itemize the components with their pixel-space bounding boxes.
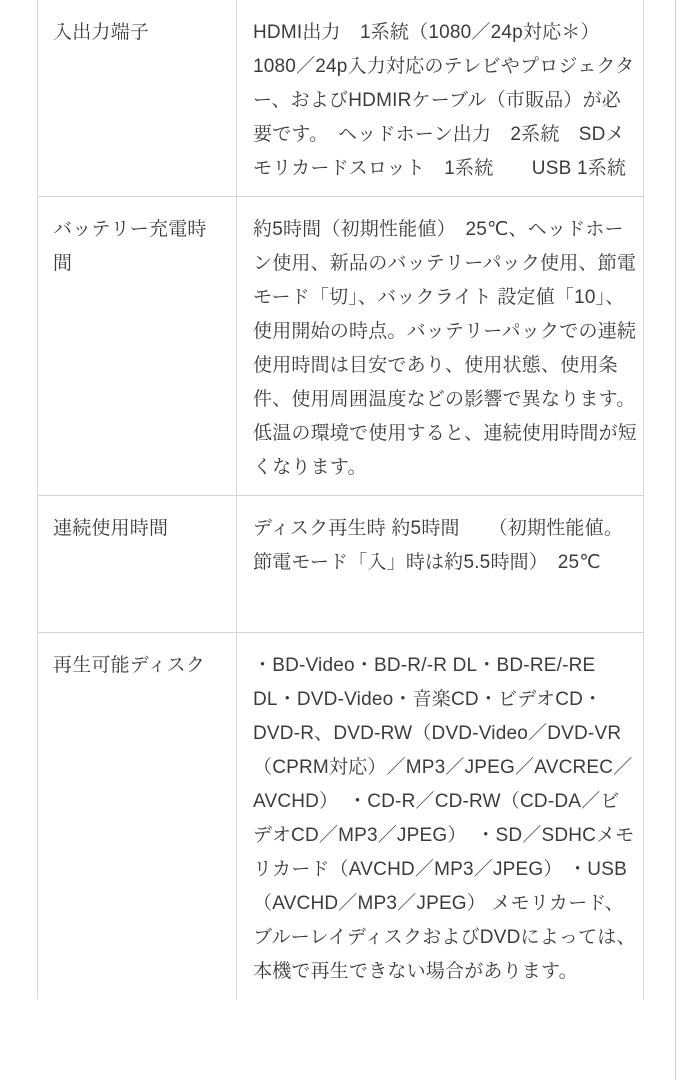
spec-label-battery-charge-time: バッテリー充電時間 xyxy=(38,197,237,495)
table-row xyxy=(38,632,643,999)
spec-value-continuous-use-time: ディスク再生時 約5時間 （初期性能値。節電モード「入」時は約5.5時間） 25℃ xyxy=(253,518,624,573)
page-edge-divider xyxy=(675,0,676,1080)
table-row xyxy=(38,495,643,632)
spec-label-playable-discs: 再生可能ディスク xyxy=(38,633,237,999)
spec-label-continuous-use-time: 連続使用時間 xyxy=(38,496,237,632)
table-row xyxy=(38,0,643,196)
table-row xyxy=(38,196,643,495)
spec-label-io-terminals: 入出力端子 xyxy=(38,0,237,196)
spec-value-io-terminals: HDMI出力 1系統（1080／24p対応＊）1080／24p入力対応のテレビやプロジェクター、およびHDMIRケーブル（市販品）が必要です。 ヘッドホーン出力 2系統 SDメモリカードスロット 1系統 USB 1系統 xyxy=(253,22,635,179)
spec-value-playable-discs: ・BD-Video・BD-R/-R DL・BD-RE/-RE DL・DVD-Video・音楽CD・ビデオCD・DVD-R、DVD-RW（DVD-Video／DVD-VR（CPRM対応）／MP3／JPEG／AVCREC／AVCHD） ・CD-R／CD-RW（CD-DA／ビデオCD／MP3／JPEG） ・SD／SDHCメモリカード（AVCHD／MP3／JPEG） ・USB（AVCHD／MP3／JPEG） メモリカード、ブルーレイディスクおよびDVDによっては、本機で再生できない場合があります。 xyxy=(253,655,636,982)
spec-value-battery-charge-time: 約5時間（初期性能値） 25℃、ヘッドホーン使用、新品のバッテリーパック使用、節電モード「切」、バックライト 設定値「10」、使用開始の時点。バッテリーパックでの連続使用時間は目安であり、使用状態、使用条件、使用周囲温度などの影響で異なります。低温の環境で使用すると、連続使用時間が短くなります。 xyxy=(253,219,638,478)
spec-table xyxy=(37,0,644,999)
